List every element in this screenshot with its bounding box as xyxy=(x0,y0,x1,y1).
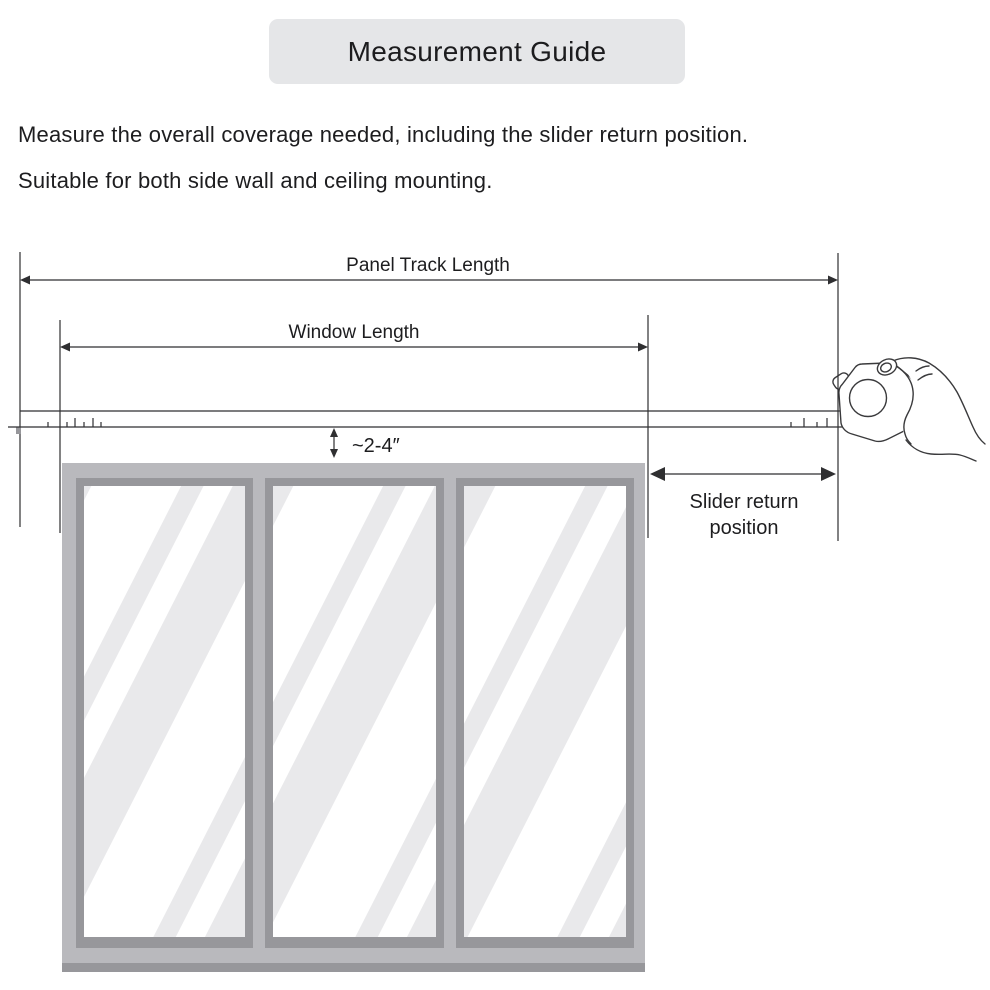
description-line-2: Suitable for both side wall and ceiling mounting. xyxy=(18,168,493,193)
window-length-dimension xyxy=(60,322,648,352)
description-line-1: Measure the overall coverage needed, including the slider return position. xyxy=(18,122,749,147)
window-sill xyxy=(62,963,645,972)
slider-return-dimension xyxy=(650,467,836,539)
mounting-gap-label: ~2-4″ xyxy=(352,435,400,457)
tape-strip xyxy=(8,411,846,434)
mounting-gap-dimension xyxy=(330,428,400,458)
page-title-text: Measurement Guide xyxy=(347,35,607,67)
tape-ticks-left xyxy=(48,418,101,427)
window-panel xyxy=(456,478,634,948)
panel-track-length-dimension xyxy=(20,255,838,285)
window-illustration xyxy=(62,463,645,972)
window-panel xyxy=(76,478,253,948)
panel-track-length-label: Panel Track Length xyxy=(346,255,510,276)
slider-return-label-line2: position xyxy=(709,517,779,539)
tape-ticks-right xyxy=(791,418,827,427)
window-panel xyxy=(265,478,444,948)
tape-measure-icon xyxy=(831,363,914,441)
slider-return-label-line1: Slider return xyxy=(689,491,799,513)
window-length-label: Window Length xyxy=(288,322,420,343)
